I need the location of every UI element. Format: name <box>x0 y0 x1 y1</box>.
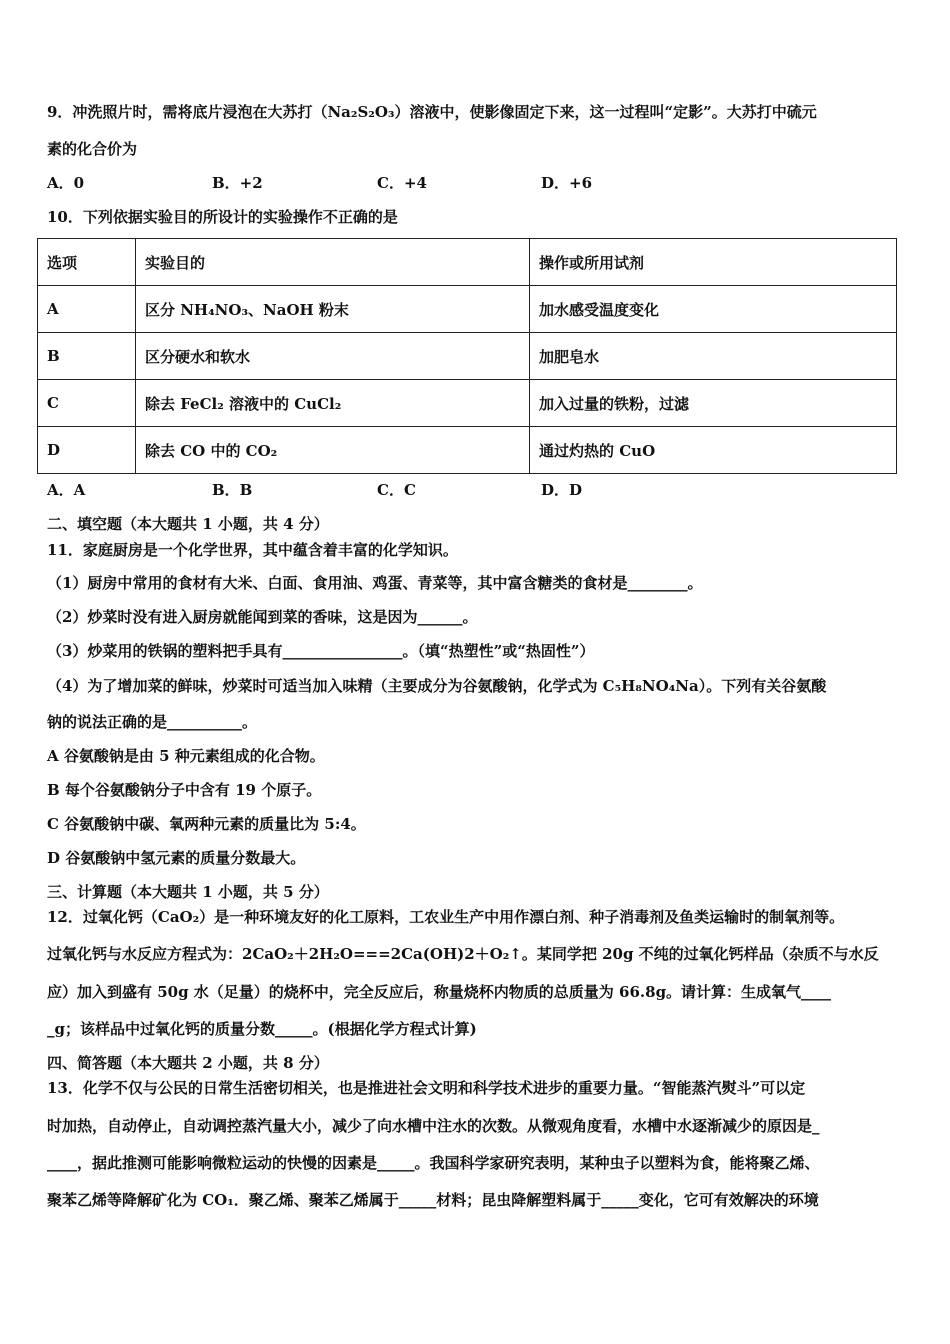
table-row <box>38 380 897 427</box>
q11-choice-c: C 谷氨酸钠中碳、氧两种元素的质量比为 5:4。 <box>47 815 366 833</box>
q12-line-1: 12．过氧化钙（CaO₂）是一种环境友好的化工原料，工农业生产中用作漂白剂、种子消毒剂及鱼类运输时的制氧剂等。 <box>47 908 845 926</box>
row-purpose: 除去 CO 中的 CO₂ <box>136 427 530 474</box>
q11-part-3: （3）炒菜用的铁锅的塑料把手具有________________。（填“热塑性”或“热固性”） <box>47 642 595 660</box>
table-row <box>38 427 897 474</box>
row-purpose: 除去 FeCl₂ 溶液中的 CuCl₂ <box>136 380 530 427</box>
row-operation: 加肥皂水 <box>530 333 897 380</box>
q9-option-c: C．+4 <box>377 174 427 192</box>
q10-option-c: C．C <box>377 481 416 499</box>
q13-line-4: 聚苯乙烯等降解矿化为 CO₁．聚乙烯、聚苯乙烯属于_____材料；昆虫降解塑料属于_____变化，它可有效解决的环境 <box>47 1191 819 1209</box>
header-option: 选项 <box>38 239 136 286</box>
q11-part-2: （2）炒菜时没有进入厨房就能闻到菜的香味，这是因为______。 <box>47 608 478 626</box>
q11-part-4-line-2: 钠的说法正确的是__________。 <box>47 713 258 731</box>
q11-choice-d: D 谷氨酸钠中氢元素的质量分数最大。 <box>47 849 306 867</box>
q9-option-d: D．+6 <box>541 174 593 192</box>
experiment-table <box>37 238 897 474</box>
q12-line-3: 应）加入到盛有 50g 水（足量）的烧杯中，完全反应后，称量烧杯内物质的总质量为 66.8g。请计算：生成氧气____ <box>47 983 832 1001</box>
q10-option-b: B．B <box>212 481 253 499</box>
q11-stem: 11．家庭厨房是一个化学世界，其中蕴含着丰富的化学知识。 <box>47 541 458 559</box>
row-label: B <box>38 333 136 380</box>
row-purpose: 区分硬水和软水 <box>136 333 530 380</box>
q10-option-a: A．A <box>47 481 86 499</box>
q10-option-d: D．D <box>541 481 583 499</box>
q12-line-4: _g；该样品中过氧化钙的质量分数_____。(根据化学方程式计算) <box>47 1020 477 1038</box>
table-header-row <box>38 239 897 286</box>
section-2-heading: 二、填空题（本大题共 1 小题，共 4 分） <box>47 515 329 533</box>
q11-part-4-line-1: （4）为了增加菜的鲜味，炒菜时可适当加入味精（主要成分为谷氨酸钠，化学式为 C₅H₈NO₄Na）。下列有关谷氨酸 <box>47 677 827 695</box>
q13-line-2: 时加热，自动停止，自动调控蒸汽量大小，减少了向水槽中注水的次数。从微观角度看，水槽中水逐渐减少的原因是_ <box>47 1117 820 1135</box>
q12-line-2: 过氧化钙与水反应方程式为：2CaO₂＋2H₂O===2Ca(OH)2＋O₂↑。某同学把 20g 不纯的过氧化钙样品（杂质不与水反 <box>47 945 879 963</box>
header-purpose: 实验目的 <box>136 239 530 286</box>
q11-choice-b: B 每个谷氨酸钠分子中含有 19 个原子。 <box>47 781 322 799</box>
row-label: D <box>38 427 136 474</box>
q10-stem: 10．下列依据实验目的所设计的实验操作不正确的是 <box>47 208 398 226</box>
q9-option-b: B．+2 <box>212 174 263 192</box>
section-3-heading: 三、计算题（本大题共 1 小题，共 5 分） <box>47 883 329 901</box>
q13-line-3: ____，据此推测可能影响微粒运动的快慢的因素是_____。我国科学家研究表明，某种虫子以塑料为食，能将聚乙烯、 <box>47 1154 820 1172</box>
table-row <box>38 333 897 380</box>
q9-line-2: 素的化合价为 <box>47 140 138 158</box>
header-operation: 操作或所用试剂 <box>530 239 897 286</box>
q9-line-1: 9．冲洗照片时，需将底片浸泡在大苏打（Na₂S₂O₃）溶液中，使影像固定下来，这一过程叫“定影”。大苏打中硫元 <box>47 103 817 121</box>
table-row <box>38 286 897 333</box>
q11-part-1: （1）厨房中常用的食材有大米、白面、食用油、鸡蛋、青菜等，其中富含糖类的食材是________。 <box>47 574 703 592</box>
q11-choice-a: A 谷氨酸钠是由 5 种元素组成的化合物。 <box>47 747 325 765</box>
q9-option-a: A．0 <box>47 174 85 192</box>
row-purpose: 区分 NH₄NO₃、NaOH 粉末 <box>136 286 530 333</box>
row-operation: 加水感受温度变化 <box>530 286 897 333</box>
row-label: C <box>38 380 136 427</box>
row-operation: 通过灼热的 CuO <box>530 427 897 474</box>
q13-line-1: 13．化学不仅与公民的日常生活密切相关，也是推进社会文明和科学技术进步的重要力量。“智能蒸汽熨斗”可以定 <box>47 1079 806 1097</box>
row-operation: 加入过量的铁粉，过滤 <box>530 380 897 427</box>
row-label: A <box>38 286 136 333</box>
section-4-heading: 四、简答题（本大题共 2 小题，共 8 分） <box>47 1054 329 1072</box>
